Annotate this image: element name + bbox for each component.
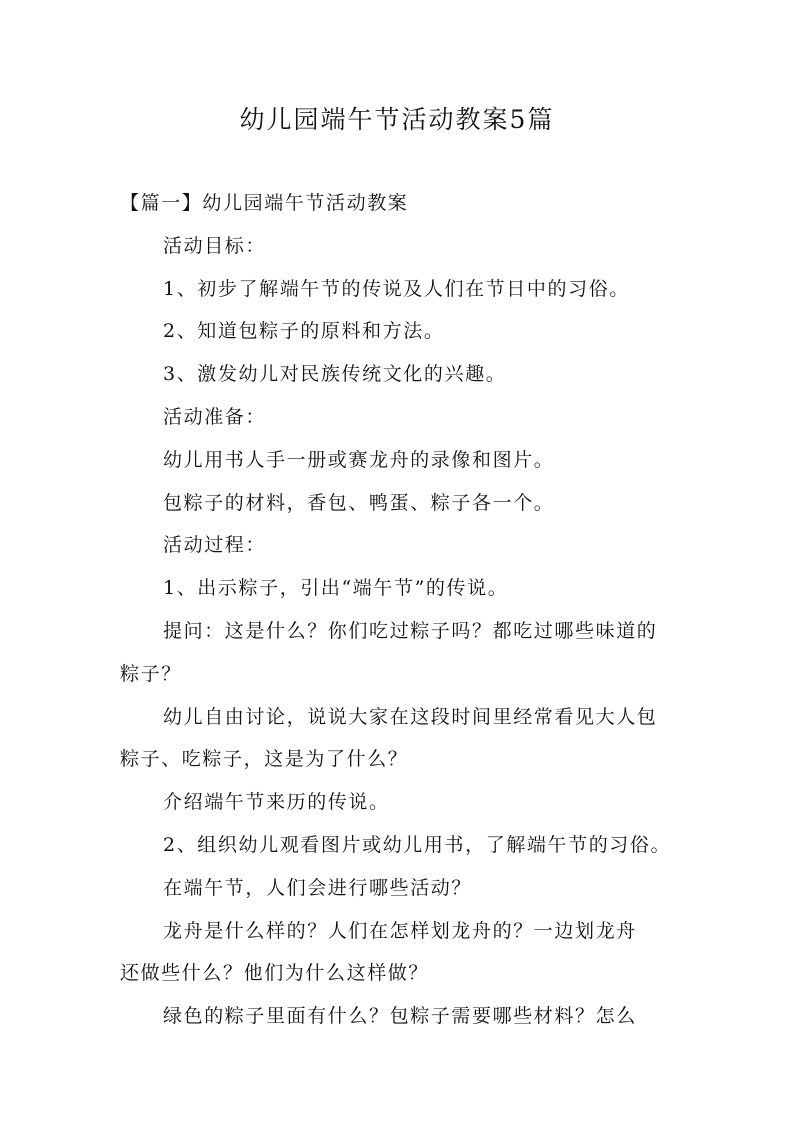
paragraph-line: 活动过程： (163, 534, 267, 557)
section-heading: 【篇一】幼儿园端午节活动教案 (120, 192, 409, 214)
paragraph-line: 2、知道包粽子的原料和方法。 (163, 320, 445, 343)
document-body (120, 182, 680, 1038)
paragraph-line: 1、初步了解端午节的传说及人们在节日中的习俗。 (163, 277, 630, 300)
paragraph-line: 1、出示粽子，引出“端午节”的传说。 (163, 577, 509, 600)
paragraph-line: 绿色的粽子里面有什么？包粽子需要哪些材料？怎么 (163, 1005, 637, 1028)
paragraph-line: 活动准备： (163, 405, 267, 428)
paragraph-line: 3、激发幼儿对民族传统文化的兴趣。 (163, 363, 507, 386)
paragraph-line: 粽子、吃粽子，这是为了什么？ (120, 748, 409, 771)
paragraph-line: 幼儿自由讨论，说说大家在这段时间里经常看见大人包 (163, 705, 658, 728)
paragraph-line: 活动目标： (163, 234, 267, 257)
paragraph-line: 包粽子的材料，香包、鸭蛋、粽子各一个。 (163, 491, 555, 514)
paragraph-line: 还做些什么？他们为什么这样做？ (120, 962, 430, 985)
paragraph-line: 在端午节，人们会进行哪些活动？ (163, 876, 473, 899)
paragraph-line: 龙舟是什么样的？人们在怎样划龙舟的？一边划龙舟 (163, 919, 637, 942)
paragraph-line: 介绍端午节来历的传说。 (163, 791, 390, 814)
paragraph-line: 提问：这是什么？你们吃过粽子吗？都吃过哪些味道的 (163, 619, 658, 642)
document-title: 幼儿园端午节活动教案5篇 (239, 105, 555, 134)
paragraph-line: 粽子？ (120, 662, 182, 685)
paragraph-line: 2、组织幼儿观看图片或幼儿用书，了解端午节的习俗。 (163, 833, 672, 856)
paragraph-line: 幼儿用书人手一册或赛龙舟的录像和图片。 (163, 448, 555, 471)
